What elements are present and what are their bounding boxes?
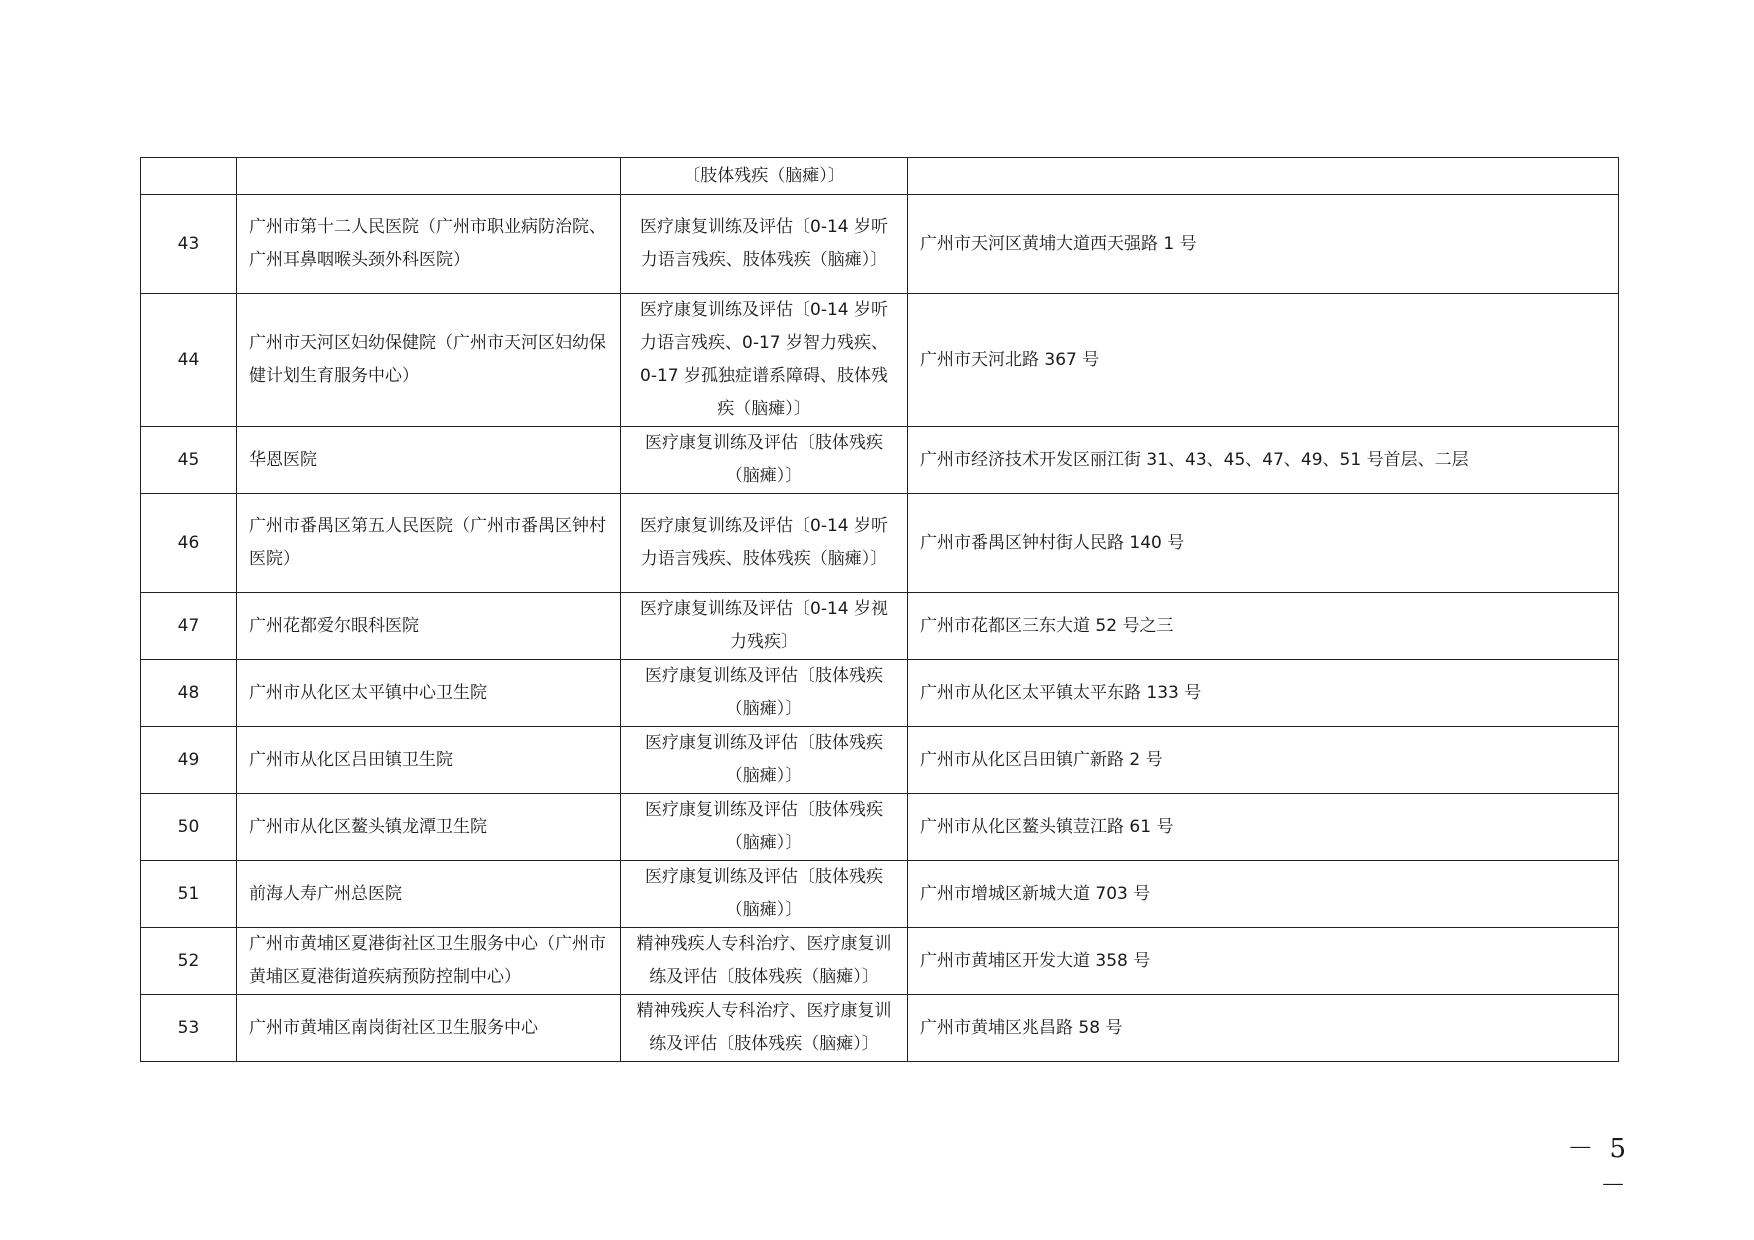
service-scope-cell: 医疗康复训练及评估〔肢体残疾（脑瘫）〕	[621, 427, 908, 494]
address-cell: 广州市黄埔区开发大道 358 号	[908, 928, 1619, 995]
institution-name-cell: 广州市黄埔区南岗街社区卫生服务中心	[237, 995, 621, 1062]
address-cell: 广州市花都区三东大道 52 号之三	[908, 593, 1619, 660]
row-number-cell: 50	[141, 794, 237, 861]
table-body	[141, 158, 1619, 1062]
service-scope-cell: 医疗康复训练及评估〔肢体残疾（脑瘫）〕	[621, 727, 908, 794]
service-scope-cell: 医疗康复训练及评估〔肢体残疾（脑瘫）〕	[621, 861, 908, 928]
table-row	[141, 861, 1619, 928]
address-cell: 广州市天河北路 367 号	[908, 294, 1619, 427]
row-number-cell: 43	[141, 195, 237, 294]
institution-name-cell	[237, 158, 621, 195]
table-row	[141, 427, 1619, 494]
row-number-cell	[141, 158, 237, 195]
service-scope-cell: 〔肢体残疾（脑瘫）〕	[621, 158, 908, 195]
address-cell: 广州市经济技术开发区丽江街 31、43、45、47、49、51 号首层、二层	[908, 427, 1619, 494]
address-cell: 广州市增城区新城大道 703 号	[908, 861, 1619, 928]
service-scope-cell: 医疗康复训练及评估〔0-14 岁视力残疾〕	[621, 593, 908, 660]
table-row	[141, 727, 1619, 794]
address-cell: 广州市天河区黄埔大道西天强路 1 号	[908, 195, 1619, 294]
table-row	[141, 494, 1619, 593]
institution-name-cell: 广州花都爱尔眼科医院	[237, 593, 621, 660]
row-number-cell: 47	[141, 593, 237, 660]
address-cell: 广州市黄埔区兆昌路 58 号	[908, 995, 1619, 1062]
address-cell: 广州市从化区鳌头镇荳江路 61 号	[908, 794, 1619, 861]
row-number-cell: 45	[141, 427, 237, 494]
institution-name-cell: 广州市番禺区第五人民医院（广州市番禺区钟村医院）	[237, 494, 621, 593]
address-cell: 广州市番禺区钟村街人民路 140 号	[908, 494, 1619, 593]
address-cell: 广州市从化区太平镇太平东路 133 号	[908, 660, 1619, 727]
table-row	[141, 158, 1619, 195]
service-scope-cell: 精神残疾人专科治疗、医疗康复训练及评估〔肢体残疾（脑瘫）〕	[621, 995, 908, 1062]
institution-name-cell: 广州市第十二人民医院（广州市职业病防治院、广州耳鼻咽喉头颈外科医院）	[237, 195, 621, 294]
table-row	[141, 195, 1619, 294]
page-number: － 5 －	[1567, 1134, 1630, 1201]
service-scope-cell: 医疗康复训练及评估〔肢体残疾（脑瘫）〕	[621, 794, 908, 861]
table-row	[141, 660, 1619, 727]
institution-name-cell: 广州市从化区鳌头镇龙潭卫生院	[237, 794, 621, 861]
institution-name-cell: 广州市从化区太平镇中心卫生院	[237, 660, 621, 727]
service-scope-cell: 精神残疾人专科治疗、医疗康复训练及评估〔肢体残疾（脑瘫）〕	[621, 928, 908, 995]
table-row	[141, 928, 1619, 995]
table-row	[141, 294, 1619, 427]
institution-name-cell: 广州市黄埔区夏港街社区卫生服务中心（广州市黄埔区夏港街道疾病预防控制中心）	[237, 928, 621, 995]
service-scope-cell: 医疗康复训练及评估〔0-14 岁听力语言残疾、0-17 岁智力残疾、0-17 岁孤独症谱系障碍、肢体残疾（脑瘫）〕	[621, 294, 908, 427]
table-row	[141, 593, 1619, 660]
row-number-cell: 48	[141, 660, 237, 727]
institution-name-cell: 前海人寿广州总医院	[237, 861, 621, 928]
service-scope-cell: 医疗康复训练及评估〔肢体残疾（脑瘫）〕	[621, 660, 908, 727]
address-cell	[908, 158, 1619, 195]
table-row	[141, 794, 1619, 861]
service-scope-cell: 医疗康复训练及评估〔0-14 岁听力语言残疾、肢体残疾（脑瘫）〕	[621, 195, 908, 294]
institution-table	[140, 157, 1619, 1062]
institution-name-cell: 广州市天河区妇幼保健院（广州市天河区妇幼保健计划生育服务中心）	[237, 294, 621, 427]
row-number-cell: 44	[141, 294, 237, 427]
row-number-cell: 52	[141, 928, 237, 995]
row-number-cell: 53	[141, 995, 237, 1062]
row-number-cell: 51	[141, 861, 237, 928]
address-cell: 广州市从化区吕田镇广新路 2 号	[908, 727, 1619, 794]
row-number-cell: 46	[141, 494, 237, 593]
row-number-cell: 49	[141, 727, 237, 794]
institution-name-cell: 广州市从化区吕田镇卫生院	[237, 727, 621, 794]
service-scope-cell: 医疗康复训练及评估〔0-14 岁听力语言残疾、肢体残疾（脑瘫）〕	[621, 494, 908, 593]
institution-name-cell: 华恩医院	[237, 427, 621, 494]
table-row	[141, 995, 1619, 1062]
